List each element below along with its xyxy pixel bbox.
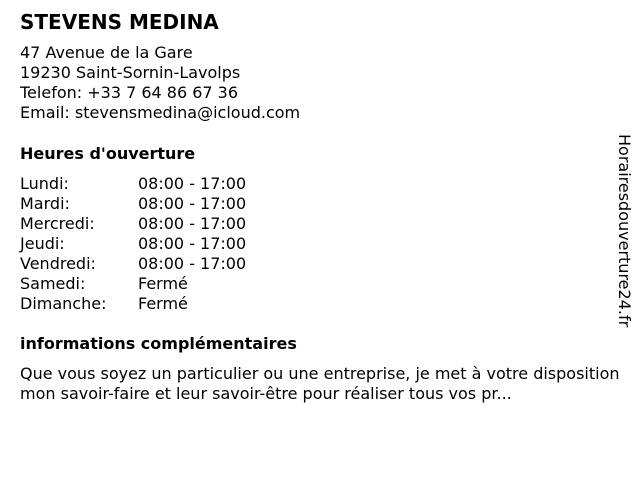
opening-hours-heading: Heures d'ouverture <box>20 144 196 163</box>
time-value: 08:00 - 17:00 <box>138 254 247 273</box>
time-value: 08:00 - 17:00 <box>138 214 247 233</box>
site-watermark: Horairesdouverture24.fr <box>615 134 634 328</box>
day-label: Mardi: <box>20 194 70 213</box>
email-address: Email: stevensmedina@icloud.com <box>20 103 301 122</box>
phone-number: Telefon: +33 7 64 86 67 36 <box>20 83 239 102</box>
day-label: Samedi: <box>20 274 86 293</box>
time-value: 08:00 - 17:00 <box>138 174 247 193</box>
time-value: 08:00 - 17:00 <box>138 234 247 253</box>
day-label: Vendredi: <box>20 254 96 273</box>
address-street: 47 Avenue de la Gare <box>20 43 193 62</box>
time-value: 08:00 - 17:00 <box>138 194 247 213</box>
day-label: Dimanche: <box>20 294 107 313</box>
time-value: Fermé <box>138 274 188 293</box>
additional-info-text: Que vous soyez un particulier ou une entreprise, je met à votre disposition mon savoir-faire et leur savoir-être pour réaliser tous vos pr... <box>20 364 620 403</box>
address-city: 19230 Saint-Sornin-Lavolps <box>20 63 241 82</box>
contact-block <box>20 43 300 123</box>
business-name: STEVENS MEDINA <box>20 10 219 34</box>
day-label: Jeudi: <box>20 234 65 253</box>
day-label: Mercredi: <box>20 214 95 233</box>
time-value: Fermé <box>138 294 188 313</box>
additional-info-heading: informations complémentaires <box>20 334 297 353</box>
day-label: Lundi: <box>20 174 69 193</box>
